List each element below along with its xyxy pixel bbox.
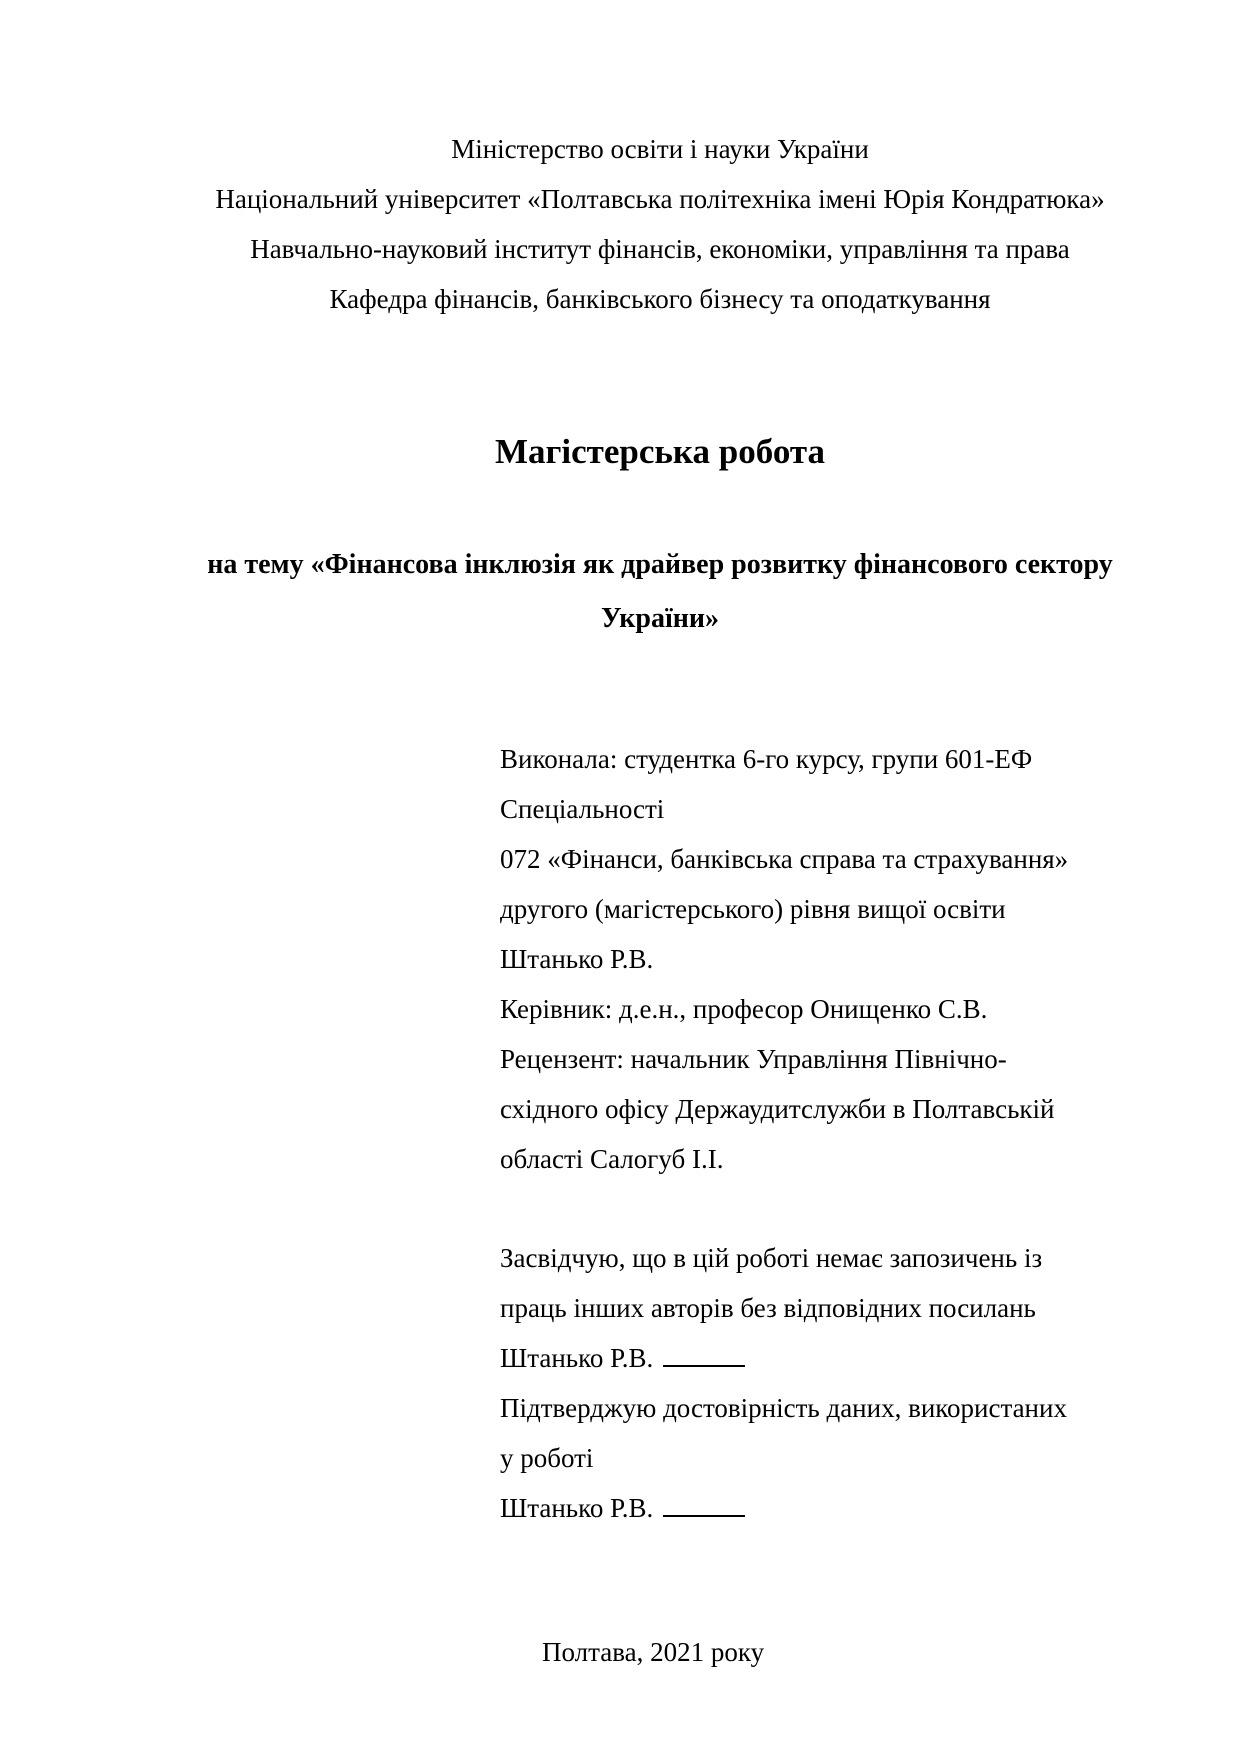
topic-line-2: України» [600,603,719,634]
attest-line-2: праць інших авторів без відповідних посилань [500,1293,1036,1323]
signature-line-1 [663,1364,745,1367]
institute-name: Навчально-науковий інститут фінансів, економіки, управління та права [250,234,1070,264]
attest-line-3: Підтверджую достовірність даних, використаних [500,1393,1067,1423]
header-block [0,124,1241,324]
signature-row-1 [500,1333,1200,1383]
info-line: 072 «Фінанси, банківська справа та страхування» [500,844,1069,874]
document-title: Магістерська робота [495,432,825,471]
info-line: Спеціальності [500,794,665,824]
signature-name-1: Штанько Р.В. [500,1343,654,1373]
info-line: другого (магістерського) рівня вищої освіти [500,894,1006,924]
info-line: східного офісу Держаудитслужби в Полтавській [500,1094,1055,1124]
info-line: Виконала: студентка 6-го курсу, групи 601-ЕФ [500,744,1033,774]
place-year: Полтава, 2021 року [542,1637,765,1667]
attestation-block [500,1233,1200,1533]
attest-line-4: у роботі [500,1443,594,1473]
topic-line-1: на тему «Фінансова інклюзія як драйвер розвитку фінансового сектору [207,549,1113,580]
info-line: Штанько Р.В. [500,944,654,974]
info-line: області Салогуб І.І. [500,1144,724,1174]
info-line: Рецензент: начальник Управління Північно- [500,1044,1007,1074]
author-info-block [500,734,1200,1184]
signature-line-2 [663,1514,745,1517]
topic-block [0,538,1241,646]
signature-row-2 [500,1483,1200,1533]
attest-line-1: Засвідчую, що в цій роботі немає запозичень із [500,1243,1043,1273]
university-name: Національний університет «Полтавська політехніка імені Юрія Кондратюка» [215,184,1105,214]
ministry-name: Міністерство освіти і науки України [451,134,869,164]
info-line: Керівник: д.е.н., професор Онищенко С.В. [500,994,988,1024]
department-name: Кафедра фінансів, банківського бізнесу та оподаткування [329,284,991,314]
signature-name-2: Штанько Р.В. [500,1493,654,1523]
